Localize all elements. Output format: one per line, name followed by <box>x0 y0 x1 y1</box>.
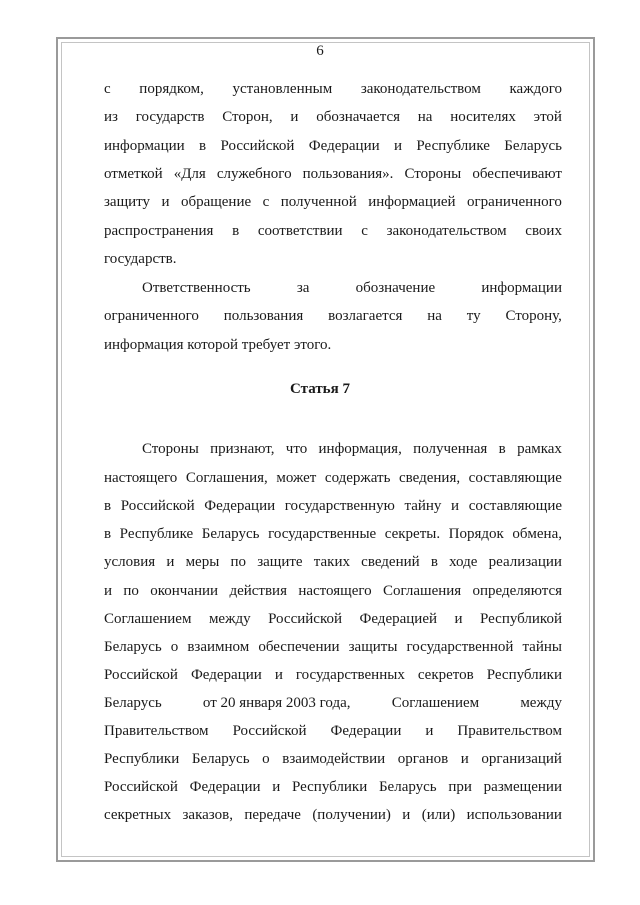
word: Федерации <box>189 779 261 795</box>
word: Республике <box>416 138 490 154</box>
word: «Для <box>173 166 206 182</box>
word: на <box>417 109 433 125</box>
text-line <box>104 806 562 824</box>
word: Стороны <box>142 441 199 457</box>
word: Беларусь <box>378 779 437 795</box>
word: и <box>274 667 283 683</box>
word: и <box>454 611 463 627</box>
word: и <box>402 807 411 823</box>
word: информации <box>481 280 562 296</box>
word: установленным <box>232 81 333 97</box>
word: сведения, <box>399 470 461 486</box>
word: Российской <box>268 611 343 627</box>
word: и <box>161 194 170 210</box>
word: Порядок <box>448 526 504 542</box>
word: защите <box>257 554 303 570</box>
text-line <box>104 638 562 656</box>
word: Республики <box>104 751 180 767</box>
word: служебного <box>216 166 292 182</box>
word: информации <box>104 138 185 154</box>
word: информацией <box>368 194 456 210</box>
word: составляющие <box>468 470 562 486</box>
word: сведений <box>361 554 420 570</box>
word: действия <box>229 583 287 599</box>
word: Беларусь <box>104 639 162 655</box>
word: организаций <box>481 751 562 767</box>
word: Соглашением <box>104 611 192 627</box>
word: реализации <box>488 554 562 570</box>
word: Соглашения, <box>185 470 268 486</box>
word: обозначается <box>316 109 400 125</box>
text-line <box>104 666 562 684</box>
word: Беларусь <box>191 751 250 767</box>
word: Республикой <box>480 611 562 627</box>
word: в <box>104 498 112 514</box>
word: пользования <box>223 308 304 324</box>
text-line <box>104 722 562 740</box>
word: государственной <box>406 639 514 655</box>
word: и <box>425 723 434 739</box>
word: о <box>262 751 270 767</box>
word: настоящего <box>104 470 178 486</box>
word: определяются <box>472 583 562 599</box>
word: признают, <box>210 441 275 457</box>
article-heading: Статья 7 <box>290 381 350 397</box>
word: этой <box>533 109 562 125</box>
word: обращение <box>180 194 252 210</box>
word: в <box>232 223 240 239</box>
word: о <box>170 639 179 655</box>
text-line: государств. <box>104 251 177 267</box>
word: Соглашением <box>391 695 480 711</box>
word: секретных <box>104 807 172 823</box>
word: обмена, <box>512 526 562 542</box>
word: взаимном <box>187 639 250 655</box>
word: между <box>208 611 251 627</box>
text-line <box>104 165 562 183</box>
word: Республики <box>291 779 368 795</box>
word: информация, <box>318 441 402 457</box>
word: таких <box>313 554 350 570</box>
word: в <box>104 526 112 542</box>
word: (или) <box>421 807 456 823</box>
word: Федерации <box>204 498 276 514</box>
word: передаче <box>244 807 301 823</box>
word: распространения <box>104 223 214 239</box>
word: составляющие <box>468 498 562 514</box>
text-line <box>104 497 562 515</box>
word: Российской <box>120 498 195 514</box>
word: Сторон, <box>222 109 273 125</box>
word: Ответственность <box>142 280 251 296</box>
word: органов <box>397 751 449 767</box>
word: что <box>285 441 308 457</box>
word: каждого <box>509 81 562 97</box>
word: секреты. <box>384 526 441 542</box>
word: носителях <box>450 109 516 125</box>
word: с <box>361 223 368 239</box>
word: государственных <box>295 667 405 683</box>
word: и <box>290 109 299 125</box>
text-line <box>104 440 562 458</box>
word: Российской <box>104 667 178 683</box>
word: меры <box>185 554 220 570</box>
word: по <box>230 554 247 570</box>
word: в <box>199 138 207 154</box>
word: Беларусь <box>201 526 260 542</box>
word: условия <box>104 554 156 570</box>
word: и <box>272 779 281 795</box>
text-line <box>104 222 562 240</box>
text-line <box>104 193 562 211</box>
word: в <box>498 441 506 457</box>
word: (получении) <box>312 807 391 823</box>
word: из <box>104 109 118 125</box>
word: Соглашения <box>382 583 462 599</box>
word: окончании <box>150 583 219 599</box>
word: секретов <box>417 667 474 683</box>
word: заказов, <box>182 807 233 823</box>
word: отметкой <box>104 166 163 182</box>
word: настоящего <box>298 583 372 599</box>
word: соответствии <box>257 223 343 239</box>
word: Беларусь <box>504 138 562 154</box>
word: от 20 января 2003 года, <box>202 695 351 711</box>
word: своих <box>525 223 562 239</box>
text-line <box>104 553 562 571</box>
text-line <box>104 137 562 155</box>
word: взаимодействии <box>282 751 386 767</box>
word: Российской <box>220 138 295 154</box>
text-line <box>104 279 562 297</box>
word: и <box>460 751 469 767</box>
word: ограниченного <box>467 194 562 210</box>
text-line <box>104 469 562 487</box>
word: рамках <box>517 441 562 457</box>
word: на <box>427 308 442 324</box>
word: в <box>430 554 438 570</box>
word: использовании <box>466 807 562 823</box>
text-line <box>104 80 562 98</box>
word: и <box>451 498 460 514</box>
text-line <box>104 108 562 126</box>
text-line <box>104 307 562 325</box>
word: законодательством <box>386 223 507 239</box>
text-line <box>104 778 562 796</box>
word: обозначение <box>355 280 436 296</box>
word: Правительством <box>457 723 562 739</box>
word: тайну <box>404 498 442 514</box>
word: Республики <box>486 667 562 683</box>
text-line <box>104 750 562 768</box>
text-line <box>104 582 562 600</box>
word: возлагается <box>328 308 403 324</box>
word: и <box>394 138 403 154</box>
word: Стороны <box>404 166 462 182</box>
word: за <box>296 280 310 296</box>
word: тайны <box>522 639 562 655</box>
word: обеспечении <box>258 639 340 655</box>
word: Федерации <box>308 138 380 154</box>
word: полученной <box>280 194 357 210</box>
word: обеспечивают <box>472 166 562 182</box>
word: защиты <box>348 639 398 655</box>
word: между <box>520 695 562 711</box>
word: полученная <box>413 441 488 457</box>
word: Российской <box>104 779 178 795</box>
word: законодательством <box>360 81 481 97</box>
word: размещении <box>483 779 562 795</box>
word: содержать <box>324 470 391 486</box>
word: ограниченного <box>104 308 199 324</box>
word: Федерации <box>190 667 262 683</box>
word: ходе <box>449 554 478 570</box>
word: Правительством <box>104 723 209 739</box>
word: государств <box>135 109 205 125</box>
word: пользования». <box>302 166 394 182</box>
word: Беларусь <box>104 695 162 711</box>
text-line: информация которой требует этого. <box>104 337 332 353</box>
word: и <box>104 583 113 599</box>
word: защиту <box>104 194 151 210</box>
word: Федерацией <box>359 611 437 627</box>
text-line <box>104 694 562 712</box>
word: порядком, <box>139 81 204 97</box>
word: Республике <box>119 526 194 542</box>
word: при <box>448 779 472 795</box>
word: и <box>166 554 175 570</box>
word: может <box>276 470 317 486</box>
text-line <box>104 610 562 628</box>
word: с <box>262 194 270 210</box>
word: Сторону, <box>505 308 562 324</box>
word: государственную <box>284 498 395 514</box>
word: с <box>104 81 111 97</box>
word: государственные <box>268 526 377 542</box>
word: Российской <box>232 723 307 739</box>
word: Федерации <box>330 723 402 739</box>
word: по <box>123 583 139 599</box>
page-number: 6 <box>316 43 324 59</box>
text-line <box>104 525 562 543</box>
word: ту <box>466 308 481 324</box>
